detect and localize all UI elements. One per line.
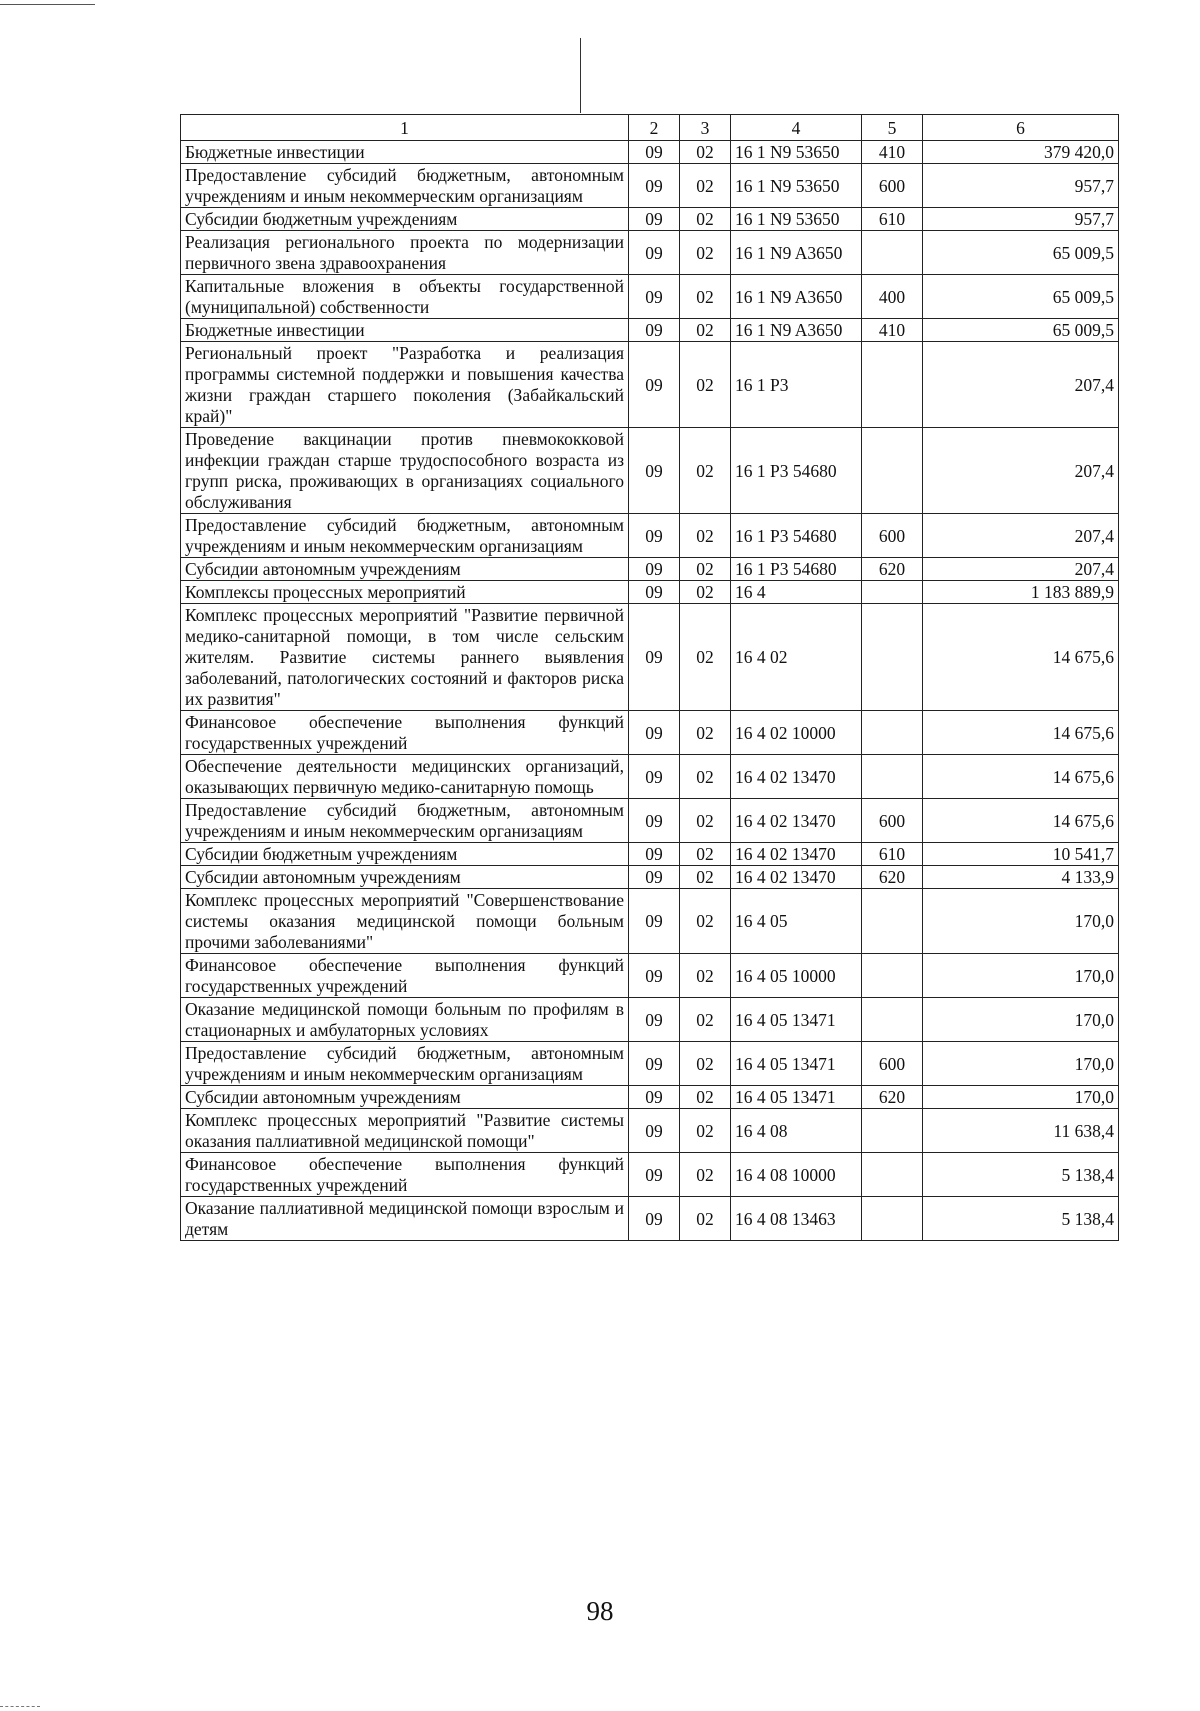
column-header-5: 5 [862, 115, 923, 141]
page-number: 98 [586, 1596, 614, 1626]
expense-type-code: 410 [862, 141, 923, 164]
section-code: 09 [629, 319, 680, 342]
target-article-code: 16 4 02 13470 [731, 799, 862, 843]
expense-item-name: Комплекс процессных мероприятий "Совершенствование системы оказания медицинской помощи больным прочими заболеваниями" [181, 889, 629, 954]
section-code: 09 [629, 1086, 680, 1109]
amount: 170,0 [923, 889, 1119, 954]
expense-item-name: Субсидии автономным учреждениям [181, 1086, 629, 1109]
target-article-code: 16 1 N9 A3650 [731, 319, 862, 342]
table-row [181, 998, 1119, 1042]
subsection-code: 02 [680, 514, 731, 558]
target-article-code: 16 4 08 [731, 1109, 862, 1153]
expense-item-name: Финансовое обеспечение выполнения функций государственных учреждений [181, 1153, 629, 1197]
amount: 14 675,6 [923, 799, 1119, 843]
expense-item-name: Комплекс процессных мероприятий "Развитие первичной медико-санитарной помощи, в том числе сельским жителям. Развитие системы раннего выявления заболеваний, патологических состояний и факторов риска их развития" [181, 604, 629, 711]
table-row [181, 342, 1119, 428]
target-article-code: 16 1 P3 [731, 342, 862, 428]
subsection-code: 02 [680, 581, 731, 604]
amount: 10 541,7 [923, 843, 1119, 866]
scan-artifact-dashed-line [0, 1706, 40, 1707]
table-row [181, 889, 1119, 954]
amount: 170,0 [923, 998, 1119, 1042]
expense-type-code [862, 581, 923, 604]
expense-type-code [862, 342, 923, 428]
amount: 5 138,4 [923, 1197, 1119, 1241]
scan-artifact-vertical-line [580, 38, 581, 113]
expense-type-code [862, 1109, 923, 1153]
table-row [181, 231, 1119, 275]
table-row [181, 1042, 1119, 1086]
table-row [181, 711, 1119, 755]
section-code: 09 [629, 755, 680, 799]
table-row [181, 604, 1119, 711]
expense-type-code [862, 954, 923, 998]
subsection-code: 02 [680, 889, 731, 954]
expense-item-name: Проведение вакцинации против пневмококковой инфекции граждан старше трудоспособного возраста из групп риска, проживающих в организациях социального обслуживания [181, 428, 629, 514]
target-article-code: 16 4 05 10000 [731, 954, 862, 998]
amount: 1 183 889,9 [923, 581, 1119, 604]
table-row [181, 428, 1119, 514]
section-code: 09 [629, 1153, 680, 1197]
expense-type-code: 410 [862, 319, 923, 342]
section-code: 09 [629, 514, 680, 558]
table-row [181, 208, 1119, 231]
expense-type-code: 620 [862, 1086, 923, 1109]
target-article-code: 16 4 05 13471 [731, 1042, 862, 1086]
subsection-code: 02 [680, 1042, 731, 1086]
expense-item-name: Бюджетные инвестиции [181, 141, 629, 164]
expense-item-name: Комплексы процессных мероприятий [181, 581, 629, 604]
column-header-6: 6 [923, 115, 1119, 141]
section-code: 09 [629, 843, 680, 866]
expense-type-code: 600 [862, 1042, 923, 1086]
amount: 11 638,4 [923, 1109, 1119, 1153]
section-code: 09 [629, 711, 680, 755]
expense-item-name: Финансовое обеспечение выполнения функций государственных учреждений [181, 711, 629, 755]
target-article-code: 16 4 [731, 581, 862, 604]
section-code: 09 [629, 866, 680, 889]
expense-type-code [862, 998, 923, 1042]
subsection-code: 02 [680, 1086, 731, 1109]
subsection-code: 02 [680, 843, 731, 866]
table-row [181, 141, 1119, 164]
expense-type-code: 600 [862, 799, 923, 843]
section-code: 09 [629, 1197, 680, 1241]
table-row [181, 799, 1119, 843]
amount: 207,4 [923, 514, 1119, 558]
expense-item-name: Предоставление субсидий бюджетным, автономным учреждениям и иным некоммерческим организациям [181, 164, 629, 208]
section-code: 09 [629, 208, 680, 231]
target-article-code: 16 4 05 [731, 889, 862, 954]
target-article-code: 16 4 05 13471 [731, 1086, 862, 1109]
column-header-4: 4 [731, 115, 862, 141]
amount: 65 009,5 [923, 231, 1119, 275]
section-code: 09 [629, 604, 680, 711]
expense-type-code [862, 711, 923, 755]
expense-type-code: 600 [862, 514, 923, 558]
amount: 170,0 [923, 1042, 1119, 1086]
expense-item-name: Капитальные вложения в объекты государственной (муниципальной) собственности [181, 275, 629, 319]
target-article-code: 16 1 N9 A3650 [731, 275, 862, 319]
section-code: 09 [629, 1042, 680, 1086]
subsection-code: 02 [680, 319, 731, 342]
amount: 957,7 [923, 208, 1119, 231]
expense-type-code [862, 428, 923, 514]
subsection-code: 02 [680, 998, 731, 1042]
subsection-code: 02 [680, 604, 731, 711]
expense-item-name: Комплекс процессных мероприятий "Развитие системы оказания паллиативной медицинской помощи" [181, 1109, 629, 1153]
expense-type-code [862, 889, 923, 954]
expense-type-code: 610 [862, 843, 923, 866]
section-code: 09 [629, 428, 680, 514]
expense-type-code [862, 755, 923, 799]
expense-item-name: Оказание медицинской помощи больным по профилям в стационарных и амбулаторных условиях [181, 998, 629, 1042]
column-header-3: 3 [680, 115, 731, 141]
expense-type-code: 620 [862, 558, 923, 581]
expense-type-code [862, 231, 923, 275]
amount: 14 675,6 [923, 711, 1119, 755]
amount: 957,7 [923, 164, 1119, 208]
amount: 379 420,0 [923, 141, 1119, 164]
expense-item-name: Обеспечение деятельности медицинских организаций, оказывающих первичную медико-санитарную помощь [181, 755, 629, 799]
subsection-code: 02 [680, 1153, 731, 1197]
subsection-code: 02 [680, 1109, 731, 1153]
amount: 4 133,9 [923, 866, 1119, 889]
expense-type-code [862, 1153, 923, 1197]
target-article-code: 16 1 N9 A3650 [731, 231, 862, 275]
amount: 14 675,6 [923, 604, 1119, 711]
table-row [181, 1153, 1119, 1197]
subsection-code: 02 [680, 1197, 731, 1241]
expense-item-name: Бюджетные инвестиции [181, 319, 629, 342]
section-code: 09 [629, 998, 680, 1042]
section-code: 09 [629, 558, 680, 581]
subsection-code: 02 [680, 275, 731, 319]
section-code: 09 [629, 141, 680, 164]
amount: 65 009,5 [923, 275, 1119, 319]
section-code: 09 [629, 581, 680, 604]
table-body [181, 141, 1119, 1241]
section-code: 09 [629, 889, 680, 954]
target-article-code: 16 4 02 [731, 604, 862, 711]
section-code: 09 [629, 164, 680, 208]
subsection-code: 02 [680, 428, 731, 514]
expense-item-name: Субсидии автономным учреждениям [181, 558, 629, 581]
expense-item-name: Предоставление субсидий бюджетным, автономным учреждениям и иным некоммерческим организациям [181, 799, 629, 843]
expense-type-code: 600 [862, 164, 923, 208]
target-article-code: 16 1 N9 53650 [731, 141, 862, 164]
target-article-code: 16 4 02 13470 [731, 755, 862, 799]
expense-type-code: 400 [862, 275, 923, 319]
subsection-code: 02 [680, 711, 731, 755]
section-code: 09 [629, 275, 680, 319]
subsection-code: 02 [680, 558, 731, 581]
amount: 14 675,6 [923, 755, 1119, 799]
target-article-code: 16 1 N9 53650 [731, 164, 862, 208]
table-row [181, 164, 1119, 208]
amount: 170,0 [923, 954, 1119, 998]
section-code: 09 [629, 799, 680, 843]
expense-type-code [862, 1197, 923, 1241]
target-article-code: 16 1 P3 54680 [731, 558, 862, 581]
expense-item-name: Субсидии автономным учреждениям [181, 866, 629, 889]
target-article-code: 16 1 P3 54680 [731, 514, 862, 558]
subsection-code: 02 [680, 799, 731, 843]
amount: 5 138,4 [923, 1153, 1119, 1197]
column-header-1: 1 [181, 115, 629, 141]
subsection-code: 02 [680, 342, 731, 428]
table-row [181, 514, 1119, 558]
amount: 207,4 [923, 558, 1119, 581]
amount: 207,4 [923, 428, 1119, 514]
table-row [181, 1197, 1119, 1241]
table-row [181, 755, 1119, 799]
scan-artifact-line [0, 4, 95, 5]
expense-item-name: Предоставление субсидий бюджетным, автономным учреждениям и иным некоммерческим организациям [181, 1042, 629, 1086]
expense-item-name: Региональный проект "Разработка и реализация программы системной поддержки и повышения качества жизни граждан старшего поколения (Забайкальский край)" [181, 342, 629, 428]
subsection-code: 02 [680, 208, 731, 231]
table-row [181, 581, 1119, 604]
section-code: 09 [629, 342, 680, 428]
section-code: 09 [629, 1109, 680, 1153]
subsection-code: 02 [680, 954, 731, 998]
table-row [181, 866, 1119, 889]
target-article-code: 16 4 08 13463 [731, 1197, 862, 1241]
table-row [181, 558, 1119, 581]
expense-item-name: Субсидии бюджетным учреждениям [181, 208, 629, 231]
expense-item-name: Реализация регионального проекта по модернизации первичного звена здравоохранения [181, 231, 629, 275]
expense-item-name: Оказание паллиативной медицинской помощи взрослым и детям [181, 1197, 629, 1241]
subsection-code: 02 [680, 755, 731, 799]
target-article-code: 16 4 08 10000 [731, 1153, 862, 1197]
table-header-row [181, 115, 1119, 141]
column-header-2: 2 [629, 115, 680, 141]
expense-item-name: Финансовое обеспечение выполнения функций государственных учреждений [181, 954, 629, 998]
subsection-code: 02 [680, 231, 731, 275]
table-row [181, 275, 1119, 319]
expense-type-code: 610 [862, 208, 923, 231]
target-article-code: 16 4 02 13470 [731, 843, 862, 866]
target-article-code: 16 4 02 13470 [731, 866, 862, 889]
subsection-code: 02 [680, 866, 731, 889]
target-article-code: 16 4 02 10000 [731, 711, 862, 755]
section-code: 09 [629, 231, 680, 275]
table-row [181, 1109, 1119, 1153]
subsection-code: 02 [680, 164, 731, 208]
expense-type-code [862, 604, 923, 711]
expense-type-code: 620 [862, 866, 923, 889]
target-article-code: 16 1 P3 54680 [731, 428, 862, 514]
target-article-code: 16 1 N9 53650 [731, 208, 862, 231]
subsection-code: 02 [680, 141, 731, 164]
table-row [181, 319, 1119, 342]
amount: 65 009,5 [923, 319, 1119, 342]
table-row [181, 954, 1119, 998]
table-row [181, 843, 1119, 866]
table-row [181, 1086, 1119, 1109]
expense-item-name: Предоставление субсидий бюджетным, автономным учреждениям и иным некоммерческим организациям [181, 514, 629, 558]
amount: 207,4 [923, 342, 1119, 428]
expense-item-name: Субсидии бюджетным учреждениям [181, 843, 629, 866]
budget-table [180, 114, 1119, 1241]
target-article-code: 16 4 05 13471 [731, 998, 862, 1042]
section-code: 09 [629, 954, 680, 998]
amount: 170,0 [923, 1086, 1119, 1109]
